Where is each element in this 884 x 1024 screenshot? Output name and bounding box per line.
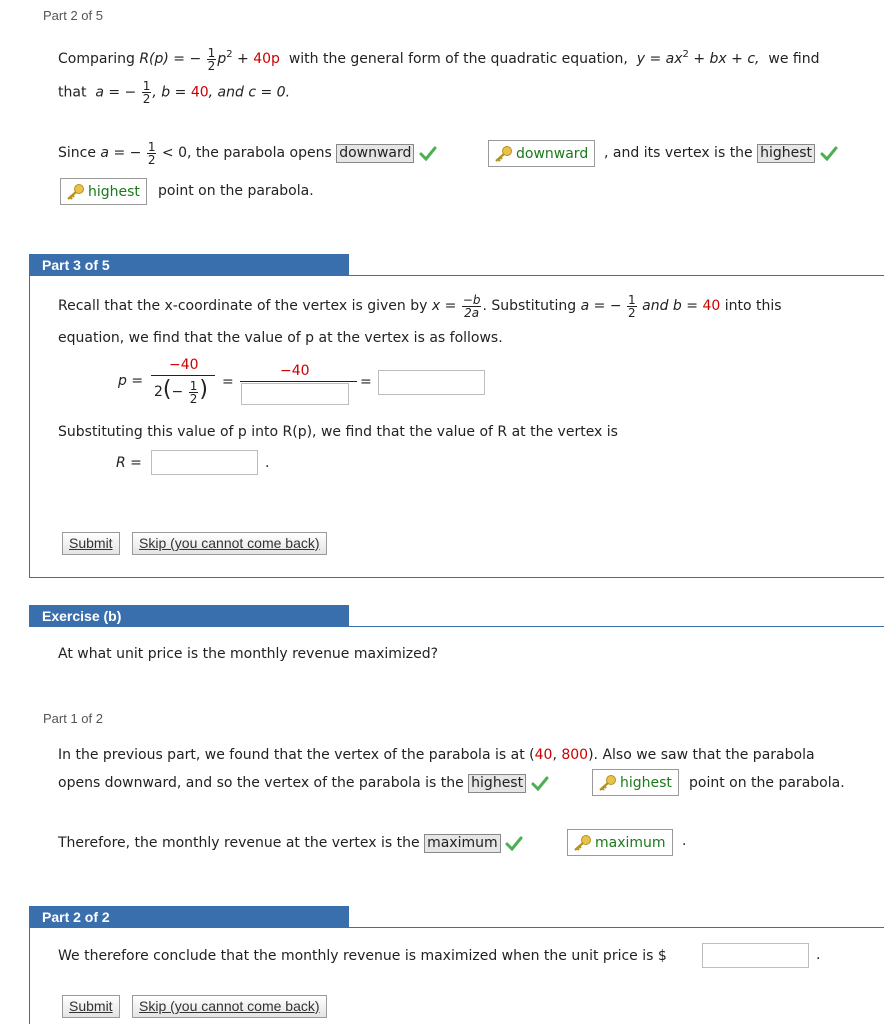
recall-line (58, 292, 782, 320)
denominator-input[interactable] (241, 383, 349, 405)
compare-prefix: Comparing (58, 51, 135, 67)
formula-num: −b (462, 292, 481, 307)
opens-downward-line (58, 770, 549, 796)
part2-heading: Part 2 of 5 (43, 8, 103, 23)
part3-left-rule (29, 276, 30, 577)
key-icon (65, 183, 85, 201)
line2-text: opens downward, and so the vertex of the parabola is the (58, 775, 464, 791)
x-equals: x = (431, 298, 457, 314)
highest-answer-text: highest (88, 183, 140, 200)
checkmark-icon (531, 775, 549, 791)
previous-part-line (58, 745, 815, 765)
submit-button[interactable]: Submit (62, 995, 120, 1018)
r-value-input[interactable] (151, 450, 258, 475)
comparing-line (58, 43, 820, 72)
fraction-num: 1 (189, 378, 198, 393)
part3-bottom-rule (29, 577, 884, 578)
period: . (682, 833, 687, 849)
partb2-top-rule (349, 927, 884, 928)
general-form: y = ax (636, 51, 683, 67)
highest-answer (60, 178, 147, 205)
denominator-expression (154, 378, 208, 405)
key-icon (597, 774, 617, 792)
half-fraction (207, 47, 217, 72)
checkmark-icon (505, 835, 523, 851)
a-equals: a = − (95, 84, 137, 101)
half-fraction (147, 141, 157, 166)
vertex-x: 40 (534, 747, 553, 763)
fraction-num: 1 (207, 45, 216, 60)
skip-button[interactable]: Skip (you cannot come back) (132, 532, 327, 555)
line1-start: In the previous part, we found that the vertex of the parabola is at ( (58, 747, 535, 763)
left-paren: ( (162, 377, 172, 402)
fraction-bar (240, 381, 357, 382)
den-two: 2 (154, 384, 163, 400)
maximum-select[interactable]: maximum (424, 834, 501, 853)
exercise-question: At what unit price is the monthly revenue maximized? (58, 646, 439, 662)
b-value: 40 (190, 84, 209, 101)
downward-answer-text: downward (516, 145, 589, 162)
exponent: 2 (682, 49, 689, 60)
p-equals: p = (118, 373, 144, 389)
fraction-bar (151, 375, 215, 376)
exercise-b-top-rule (349, 626, 884, 627)
partb2-left-rule (29, 928, 30, 1024)
equals-sign-2: = (360, 374, 372, 390)
checkmark-icon (419, 145, 437, 161)
downward-select[interactable]: downward (336, 144, 414, 163)
fraction-den: 2 (142, 92, 151, 106)
therefore-line (58, 830, 523, 856)
point-text: point on the parabola. (689, 775, 845, 791)
recall-text: Recall that the x-coordinate of the vertex is given by (58, 298, 428, 314)
submit-button[interactable]: Submit (62, 532, 120, 555)
right-paren: ) (199, 377, 208, 402)
half-fraction (142, 80, 152, 105)
highest-select[interactable]: highest (468, 774, 526, 793)
vertex-line (604, 140, 838, 166)
vertex-text: , and its vertex is the (604, 145, 753, 161)
exponent: 2 (226, 49, 233, 60)
numerator-neg40: −40 (280, 363, 310, 379)
equation-line: equation, we find that the value of p at the vertex is as follows. (58, 330, 503, 346)
maximum-answer (567, 829, 673, 856)
since-word: Since (58, 145, 96, 161)
point-text: point on the parabola. (158, 183, 314, 199)
comma: , (552, 747, 562, 763)
conclude-text: We therefore conclude that the monthly revenue is maximized when the unit price is $ (58, 948, 667, 964)
period: . (265, 455, 270, 471)
highest-answer-text: highest (620, 774, 672, 791)
partb2-header-bar: Part 2 of 2 (29, 906, 349, 928)
part3-top-rule (349, 275, 884, 276)
less-than-zero-text: < 0, the parabola opens (161, 145, 332, 161)
p-var: p (217, 51, 227, 67)
substituting-line: Substituting this value of p into R(p), we find that the value of R at the vertex is (58, 424, 618, 440)
formula-den: 2a (462, 306, 482, 319)
fraction-num: 1 (142, 79, 151, 93)
r-of-p: R(p) = (139, 51, 186, 67)
key-icon (493, 145, 513, 163)
plus-sign: + (237, 51, 249, 67)
downward-answer (488, 140, 595, 167)
general-tail: + bx + c, (693, 51, 760, 67)
half-fraction (189, 380, 199, 405)
minus-sign: − (189, 51, 202, 67)
fraction-num: 1 (147, 139, 156, 154)
substituting-text: . Substituting (482, 298, 577, 314)
we-find: we find (768, 51, 820, 67)
compare-mid: with the general form of the quadratic equation, (288, 51, 628, 67)
fraction-num: 1 (628, 292, 636, 307)
exercise-b-header-bar: Exercise (b) (29, 605, 349, 627)
partb1-heading: Part 1 of 2 (43, 711, 103, 726)
coefficients-line (58, 80, 290, 105)
p-value-input[interactable] (378, 370, 485, 395)
highest-select[interactable]: highest (757, 144, 815, 163)
maximum-answer-text: maximum (595, 834, 666, 851)
den-minus: − (171, 384, 184, 400)
vertex-y: 800 (561, 747, 589, 763)
since-line (58, 140, 437, 166)
forty-p: 40p (253, 51, 280, 67)
fraction-den: 2 (207, 58, 216, 73)
fraction-den: 2 (147, 152, 156, 167)
r-equals: R = (116, 455, 142, 471)
equals-sign-1: = (222, 374, 234, 390)
part3-header-bar: Part 3 of 5 (29, 254, 349, 276)
therefore-text: Therefore, the monthly revenue at the vertex is the (58, 835, 420, 851)
half-fraction (627, 294, 637, 319)
line1-end: ). Also we saw that the parabola (588, 747, 815, 763)
that-word: that (58, 84, 87, 101)
period: . (816, 947, 821, 963)
c-equals: , and c = 0. (208, 84, 291, 101)
b-value: 40 (702, 298, 721, 314)
a-equals: a = − (580, 298, 622, 314)
and-b: and b = (642, 298, 698, 314)
into-this: into this (724, 298, 782, 314)
highest-answer (592, 769, 679, 796)
a-equals: a = − (100, 145, 142, 161)
fraction-den: 2 (189, 391, 198, 406)
fraction-den: 2 (628, 305, 636, 320)
skip-button[interactable]: Skip (you cannot come back) (132, 995, 327, 1018)
key-icon (572, 834, 592, 852)
checkmark-icon (820, 145, 838, 161)
vertex-formula (462, 294, 482, 319)
b-equals: , b = (152, 84, 187, 101)
numerator-neg40: −40 (169, 357, 199, 373)
unit-price-input[interactable] (702, 943, 809, 968)
